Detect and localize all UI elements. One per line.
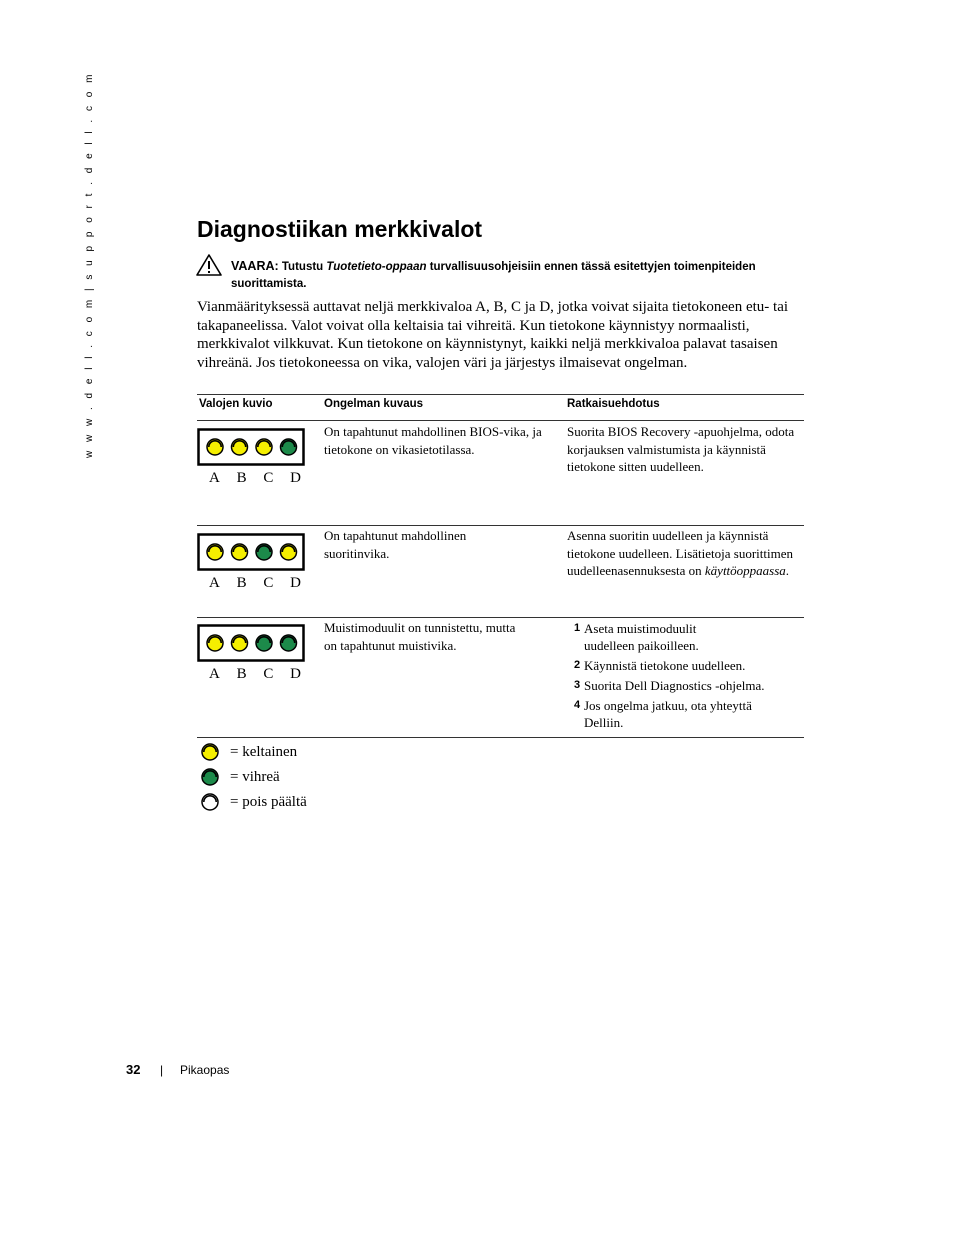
step-number: 1 [574, 622, 581, 634]
led-panel-row1 [197, 428, 305, 466]
footer-label: Pikaopas [180, 1063, 230, 1077]
led-letters-row1 [209, 470, 301, 487]
led-panel-row2 [197, 533, 305, 571]
footer-separator: | [160, 1063, 164, 1077]
problem-row3: Muistimoduulit on tunnistettu, mutta on tapahtunut muistivika. [324, 620, 516, 653]
legend-yellow [200, 742, 297, 762]
warning-post: turvallisuusohjeisiin ennen tässä esitettyjen toimenpiteiden suorittamista. [231, 261, 756, 290]
legend-off-led-icon [200, 792, 220, 812]
row-rule [197, 525, 804, 526]
header-problem: Ongelman kuvaus [324, 398, 424, 410]
step-number: 4 [574, 699, 581, 711]
led-letter: D [290, 575, 301, 591]
list-item [574, 657, 799, 674]
page-number: 32 [126, 1062, 141, 1077]
warning-triangle-icon [196, 254, 222, 276]
legend-label: = vihreä [230, 768, 280, 785]
header-pattern: Valojen kuvio [199, 398, 273, 410]
legend-green [200, 767, 280, 787]
intro-paragraph: Vianmäärityksessä auttavat neljä merkkivaloa A, B, C ja D, jotka voivat sijaita tietokoneen etu- tai takapaneelissa. Valot voivat olla keltaisia tai vihreitä. Kun tietokone käynnistyy normaalisti, merkkivalot vilkkuvat. Kun tietokone on käynnistynyt, kaikki neljä merkkivaloa palavat tasaisen vihreänä. Jos tietokoneessa on vika, valojen väri ja järjestys ilmaisevat ongelman. [197, 299, 789, 371]
warning-label: VAARA: [231, 259, 279, 273]
table-header-rule [197, 420, 804, 421]
led-letter: D [290, 666, 301, 682]
side-url: w w w . d e l l . c o m | s u p p o r t . d e l l . c o m [84, 71, 95, 458]
legend-label: = keltainen [230, 743, 298, 760]
led-letter: A [209, 575, 220, 591]
led-letter: C [263, 666, 274, 682]
problem-row1: On tapahtunut mahdollinen BIOS-vika, ja tietokone on vikasietotilassa. [324, 424, 542, 457]
step-text: Käynnistä tietokone uudelleen. [584, 658, 746, 673]
legend-label: = pois päältä [230, 793, 307, 810]
led-panel-row3 [197, 624, 305, 662]
led-letter: B [236, 470, 247, 486]
page-title: Diagnostiikan merkkivalot [197, 216, 483, 242]
led-letter: C [263, 575, 274, 591]
table-bottom-rule [197, 737, 804, 738]
solution-row3-steps [574, 620, 799, 734]
led-letters-row2 [209, 575, 301, 592]
step-number: 2 [574, 659, 581, 671]
step-number: 3 [574, 679, 581, 691]
step-text: Suorita Dell Diagnostics -ohjelma. [584, 678, 765, 693]
legend-yellow-led-icon [200, 742, 220, 762]
table-top-rule [197, 394, 804, 395]
warning-text [231, 258, 801, 293]
row-rule [197, 617, 804, 618]
warning-pre: Tutustu [281, 261, 324, 273]
led-letters-row3 [209, 666, 301, 683]
solution-row2-emph: käyttöoppaassa [704, 563, 786, 578]
legend-off [200, 792, 307, 812]
list-item [574, 677, 799, 694]
solution-row2-end: . [785, 563, 790, 578]
warning-emph: Tuotetieto-oppaan [326, 261, 427, 273]
list-item [574, 620, 799, 654]
led-letter: D [290, 470, 301, 486]
led-letter: B [236, 575, 247, 591]
solution-row1: Suorita BIOS Recovery -apuohjelma, odota korjauksen valmistumista ja käynnistä tietokone sitten uudelleen. [567, 424, 795, 474]
problem-row2: On tapahtunut mahdollinen suoritinvika. [324, 528, 467, 561]
solution-row2-text: Asenna suoritin uudelleen ja käynnistä tietokone uudelleen. Lisätietoja suorittimen uudelleenasennuksesta on [567, 528, 793, 578]
header-solution: Ratkaisuehdotus [567, 398, 660, 410]
led-letter: A [209, 666, 220, 682]
step-text: Aseta muistimoduulit uudelleen paikoilleen. [584, 621, 699, 653]
legend-green-led-icon [200, 767, 220, 787]
list-item [574, 697, 799, 731]
solution-row2 [567, 527, 797, 580]
led-letter: A [209, 470, 220, 486]
step-text: Jos ongelma jatkuu, ota yhteyttä Delliin. [584, 698, 752, 730]
led-letter: C [263, 470, 274, 486]
led-letter: B [236, 666, 247, 682]
